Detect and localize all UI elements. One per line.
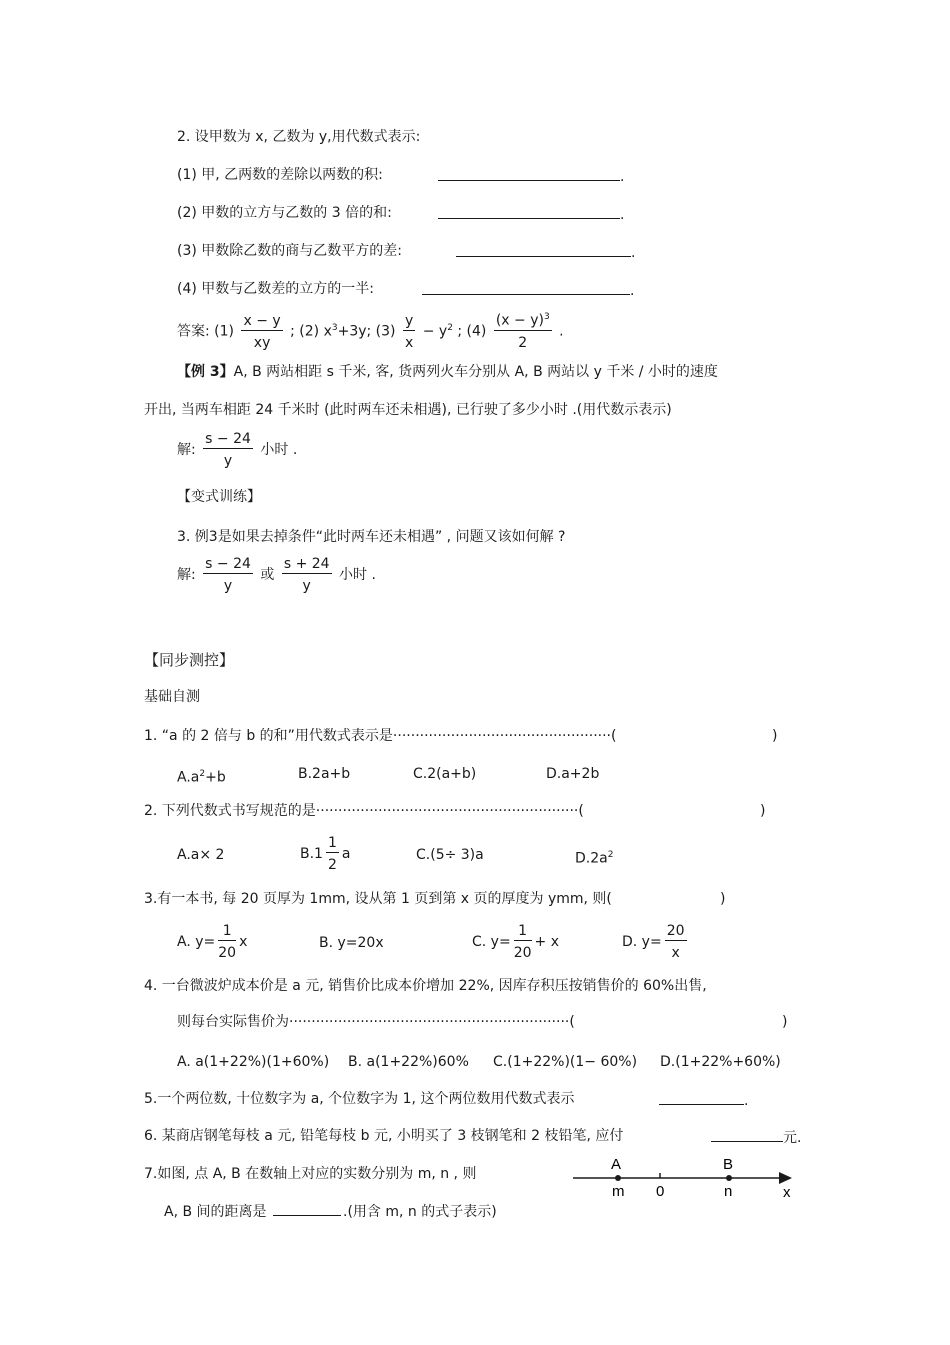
variant-fraction-2: $\frac{s + 24}{y}$ bbox=[283, 556, 330, 594]
fill5-blank[interactable]: . bbox=[659, 1090, 748, 1110]
q2-item-2: (2) 甲数的立方与乙数的 3 倍的和: bbox=[177, 205, 392, 221]
mc2-option-c[interactable]: C.(5÷ 3)a bbox=[416, 847, 484, 863]
q2-intro: 2. 设甲数为 x, 乙数为 y,用代数式表示: bbox=[177, 129, 421, 145]
mc1-option-b[interactable]: B.2a+b bbox=[298, 766, 351, 782]
variant-q3: 3. 例3是如果去掉条件“此时两车还未相遇” , 问题又该如何解 ? bbox=[177, 529, 566, 545]
label-x: x bbox=[783, 1184, 791, 1201]
mc3-question: 3.有一本书, 每 20 页厚为 1mm, 设从第 1 页到第 x 页的厚度为 ymm, 则( bbox=[144, 891, 612, 907]
example-3-label: 【例 3】 bbox=[177, 364, 234, 380]
fill7-line1: 7.如图, 点 A, B 在数轴上对应的实数分别为 m, n , 则 bbox=[144, 1166, 477, 1182]
mc3-close: ) bbox=[720, 891, 726, 907]
mc1-option-d[interactable]: D.a+2b bbox=[546, 766, 600, 782]
answer-3-fraction: $\frac{y}{x}$ bbox=[404, 312, 414, 351]
answer-label: 答案: bbox=[177, 323, 210, 340]
variant-solution: 解: $\frac{s - 24}{y}$ 或 $\frac{s + 24}{y}$ 小时 . bbox=[177, 556, 376, 594]
solution-fraction: $\frac{s - 24}{y}$ bbox=[205, 431, 251, 469]
example-3-solution: 解: $\frac{s - 24}{y}$ 小时 . bbox=[177, 431, 298, 469]
fill6-question: 6. 某商店钢笔每枝 a 元, 铅笔每枝 b 元, 小明买了 3 枝钢笔和 2 枝铅笔, 应付 bbox=[144, 1128, 624, 1144]
number-line-figure bbox=[560, 1152, 810, 1207]
variant-title: 【变式训练】 bbox=[177, 489, 261, 505]
q2-blank-4[interactable]: . bbox=[422, 280, 634, 300]
point-a bbox=[615, 1175, 621, 1181]
point-b bbox=[726, 1175, 732, 1181]
axis-arrow bbox=[779, 1172, 792, 1184]
fill5-question: 5.一个两位数, 十位数字为 a, 个位数字为 1, 这个两位数用代数式表示 bbox=[144, 1091, 575, 1107]
mc2-question: 2. 下列代数式书写规范的是···························································( bbox=[144, 803, 584, 819]
example-3-line1: 【例 3】A, B 两站相距 s 千米, 客, 货两列火车分别从 A, B 两站以 y 千米 / 小时的速度 bbox=[177, 364, 718, 380]
mc3-option-c[interactable]: C. y= $\frac{1}{20}$ + x bbox=[472, 923, 559, 961]
q2-item-3: (3) 甲数除乙数的商与乙数平方的差: bbox=[177, 243, 402, 259]
mc2-option-b[interactable]: B.1 $\frac{1}{2}$ a bbox=[300, 835, 351, 873]
sync-title: 【同步测控】 bbox=[144, 651, 235, 669]
mc4-option-b[interactable]: B. a(1+22%)60% bbox=[348, 1054, 469, 1070]
mc3-option-a[interactable]: A. y= $\frac{1}{20}$ x bbox=[177, 923, 248, 961]
answer-4-fraction: $\frac{(x - y)^3}{2}$ bbox=[495, 312, 550, 351]
q2-answer: 答案: (1) $\frac{x - y}{xy}$ ; (2) $x^3+3y$; (3) $\frac{y}{x}$ − $y^2$ ; (4) $\frac{(x - y)^3}{2}$ . bbox=[177, 312, 564, 351]
mc4-close: ) bbox=[782, 1014, 788, 1030]
mc1-close: ) bbox=[772, 728, 778, 744]
q2-item-1: (1) 甲, 乙两数的差除以两数的积: bbox=[177, 167, 383, 183]
variant-fraction-1: $\frac{s - 24}{y}$ bbox=[205, 556, 251, 594]
mc3-option-d[interactable]: D. y= $\frac{20}{x}$ bbox=[622, 923, 685, 961]
mc4-line1: 4. 一台微波炉成本价是 a 元, 销售价比成本价增加 22%, 因库存积压按销售价的 60%出售, bbox=[144, 978, 707, 994]
mc1-option-a[interactable]: $A.a^2+b$ bbox=[177, 769, 226, 786]
label-m: m bbox=[612, 1183, 625, 1200]
q2-item-4: (4) 甲数与乙数差的立方的一半: bbox=[177, 281, 374, 297]
q2-blank-1[interactable]: . bbox=[438, 166, 624, 186]
mc4-option-a[interactable]: A. a(1+22%)(1+60%) bbox=[177, 1054, 330, 1070]
mc1-option-c[interactable]: C.2(a+b) bbox=[413, 766, 477, 782]
mc4-line2: 则每台实际售价为·······························································( bbox=[177, 1014, 575, 1030]
mc1-question: 1. “a 的 2 倍与 b 的和”用代数式表示是·················································( bbox=[144, 728, 617, 744]
mc4-option-d[interactable]: D.(1+22%+60%) bbox=[660, 1054, 781, 1070]
q2-blank-3[interactable]: . bbox=[456, 242, 635, 262]
label-n: n bbox=[724, 1183, 733, 1200]
mc3-option-b[interactable]: B. y=20x bbox=[319, 935, 384, 951]
mc2-option-a[interactable]: A.a× 2 bbox=[177, 847, 225, 863]
fill7-blank[interactable] bbox=[273, 1201, 341, 1216]
example-3-line2: 开出, 当两车相距 24 千米时 (此时两车还未相遇), 已行驶了多少小时 .(用代数示表示) bbox=[144, 402, 672, 418]
mc2-option-d[interactable]: $D.2a^2$ bbox=[575, 850, 614, 867]
label-b: B bbox=[723, 1156, 734, 1173]
sync-subtitle: 基础自测 bbox=[144, 689, 200, 705]
mc4-option-c[interactable]: C.(1+22%)(1− 60%) bbox=[493, 1054, 638, 1070]
label-zero: 0 bbox=[656, 1183, 665, 1200]
answer-1-fraction: $\frac{x - y}{xy}$ bbox=[243, 312, 281, 351]
fill7-line2: A, B 间的距离是 .(用含 m, n 的式子表示) bbox=[164, 1201, 497, 1221]
fill6-blank[interactable]: 元. bbox=[711, 1127, 801, 1147]
label-a: A bbox=[611, 1156, 622, 1173]
mc2-close: ) bbox=[760, 803, 766, 819]
q2-blank-2[interactable]: . bbox=[438, 204, 624, 224]
